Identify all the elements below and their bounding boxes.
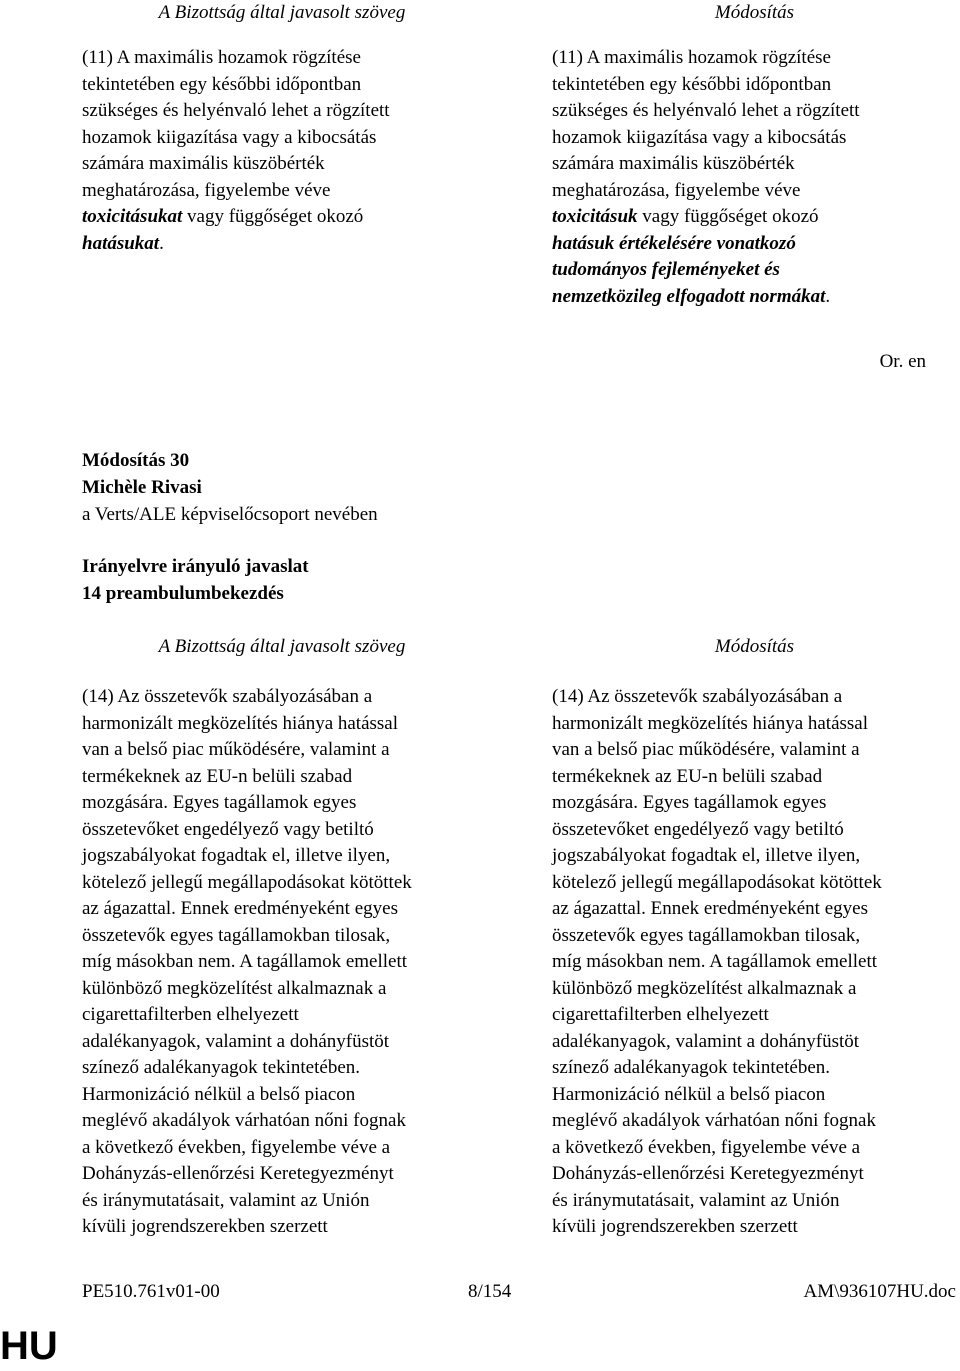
original-language: Or. en: [879, 351, 926, 372]
amendment-author: Michèle Rivasi: [82, 477, 202, 498]
text-line: kívüli jogrendszerekben szerzett: [552, 1216, 798, 1237]
file-name: AM\936107HU.doc: [803, 1281, 956, 1302]
text-line: [82, 178, 482, 205]
text-line: [82, 72, 482, 99]
text-line: [552, 98, 957, 125]
left-column-header: A Bizottság által javasolt szöveg: [158, 2, 406, 23]
text-run: vagy függőséget okozó: [182, 206, 364, 227]
text-run: számára maximális küszöbérték: [82, 153, 325, 174]
text-line: [552, 257, 957, 284]
text-line: [82, 204, 482, 231]
text-line: összetevőket engedélyező vagy betiltó: [82, 818, 374, 840]
language-code: HU: [0, 1324, 58, 1368]
text-run: szükséges és helyénvaló lehet a rögzített: [82, 100, 390, 121]
text-line: mozgására. Egyes tagállamok egyes: [82, 792, 357, 813]
text-line: [82, 98, 482, 125]
proposal-type: Irányelvre irányuló javaslat: [82, 556, 309, 577]
original-text-paragraph-14: [82, 684, 482, 1241]
text-line: [552, 284, 957, 311]
text-line: és iránymutatásait, valamint az Unión: [82, 1189, 370, 1211]
text-line: [552, 231, 957, 258]
right-column-header: Módosítás: [714, 2, 795, 23]
text-line: összetevők egyes tagállamokban tilosak,: [82, 924, 391, 946]
text-line: az ágazattal. Ennek eredményeként egyes: [82, 898, 398, 919]
text-line: harmonizált megközelítés hiánya hatással: [82, 712, 399, 734]
text-line: mozgására. Egyes tagállamok egyes: [552, 792, 827, 813]
text-line: színező adalékanyagok tekintetében.: [82, 1057, 361, 1078]
amended-text-paragraph-11: [552, 45, 957, 310]
amendment-number: Módosítás 30: [82, 450, 190, 471]
text-line: [82, 231, 482, 258]
text-line: adalékanyagok, valamint a dohányfüstöt: [82, 1030, 390, 1052]
text-line: különböző megközelítést alkalmaznak a: [82, 977, 387, 999]
text-line: míg másokban nem. A tagállamok emellett: [82, 951, 408, 972]
text-run: hozamok kiigazítása vagy a kibocsátás: [82, 126, 377, 148]
text-line: míg másokban nem. A tagállamok emellett: [552, 951, 878, 972]
text-line: összetevők egyes tagállamokban tilosak,: [552, 924, 861, 946]
political-group: a Verts/ALE képviselőcsoport nevében: [82, 504, 378, 525]
text-line: kívüli jogrendszerekben szerzett: [82, 1216, 328, 1237]
text-line: (14) Az összetevők szabályozásában a: [552, 686, 843, 707]
text-run: (11) A maximális hozamok rögzítése: [552, 47, 831, 68]
text-line: kötelező jellegű megállapodásokat kötöttek: [552, 871, 882, 893]
text-line: van a belső piac működésére, valamint a: [82, 739, 390, 760]
text-run: szükséges és helyénvaló lehet a rögzített: [552, 100, 860, 121]
text-run: .: [825, 285, 831, 307]
text-run: hozamok kiigazítása vagy a kibocsátás: [552, 126, 847, 148]
text-line: [552, 45, 957, 72]
text-line: cigarettafilterben elhelyezett: [552, 1004, 769, 1025]
text-line: [552, 125, 957, 152]
text-line: [82, 45, 482, 72]
emphasized-text: toxicitásuk: [552, 206, 638, 227]
text-line: a következő években, figyelembe véve a: [82, 1136, 391, 1158]
text-line: különböző megközelítést alkalmaznak a: [552, 977, 857, 999]
recital-reference: 14 preambulumbekezdés: [82, 583, 284, 604]
text-line: termékeknek az EU-n belüli szabad: [82, 765, 353, 787]
text-line: az ágazattal. Ennek eredményeként egyes: [552, 898, 868, 919]
text-line: Dohányzás-ellenőrzési Keretegyezményt: [552, 1163, 864, 1184]
text-line: meglévő akadályok várhatóan nőni fognak: [552, 1110, 876, 1131]
left-column-header-2: A Bizottság által javasolt szöveg: [158, 636, 406, 657]
text-line: Harmonizáció nélkül a belső piacon: [82, 1083, 356, 1105]
right-column-header-2: Módosítás: [714, 636, 795, 657]
text-line: (14) Az összetevők szabályozásában a: [82, 686, 373, 707]
text-line: [82, 151, 482, 178]
text-line: összetevőket engedélyező vagy betiltó: [552, 818, 844, 840]
text-line: [552, 72, 957, 99]
text-line: [552, 178, 957, 205]
original-text-paragraph-11: [82, 45, 482, 257]
text-line: a következő években, figyelembe véve a: [552, 1136, 861, 1158]
text-line: jogszabályokat fogadtak el, illetve ilyen,: [82, 845, 391, 866]
text-line: jogszabályokat fogadtak el, illetve ilyen,: [552, 845, 861, 866]
amended-text-paragraph-14: [552, 684, 957, 1241]
text-line: adalékanyagok, valamint a dohányfüstöt: [552, 1030, 860, 1052]
text-run: vagy függőséget okozó: [637, 206, 819, 227]
text-run: .: [159, 232, 164, 254]
text-run: (11) A maximális hozamok rögzítése: [82, 47, 361, 68]
text-line: és iránymutatásait, valamint az Unión: [552, 1189, 840, 1211]
text-line: cigarettafilterben elhelyezett: [82, 1004, 299, 1025]
text-line: Harmonizáció nélkül a belső piacon: [552, 1083, 826, 1105]
emphasized-text: tudományos fejleményeket és: [552, 259, 780, 280]
emphasized-text: toxicitásukat: [82, 206, 183, 227]
text-line: kötelező jellegű megállapodásokat kötöttek: [82, 871, 412, 893]
emphasized-text: hatásuk értékelésére vonatkozó: [552, 232, 796, 254]
text-line: [552, 151, 957, 178]
emphasized-text: hatásukat: [82, 232, 160, 254]
text-line: van a belső piac működésére, valamint a: [552, 739, 860, 760]
text-line: meglévő akadályok várhatóan nőni fognak: [82, 1110, 406, 1131]
text-run: meghatározása, figyelembe véve: [552, 179, 801, 201]
text-line: színező adalékanyagok tekintetében.: [552, 1057, 831, 1078]
text-line: harmonizált megközelítés hiánya hatással: [552, 712, 869, 734]
text-run: számára maximális küszöbérték: [552, 153, 795, 174]
emphasized-text: nemzetközileg elfogadott normákat: [552, 285, 826, 307]
page-number: 8/154: [468, 1281, 512, 1302]
text-line: Dohányzás-ellenőrzési Keretegyezményt: [82, 1163, 394, 1184]
text-line: termékeknek az EU-n belüli szabad: [552, 765, 823, 787]
document-reference: PE510.761v01-00: [82, 1281, 220, 1302]
text-run: tekintetében egy későbbi időpontban: [552, 73, 832, 95]
text-line: [552, 204, 957, 231]
text-run: tekintetében egy későbbi időpontban: [82, 73, 362, 95]
text-run: meghatározása, figyelembe véve: [82, 179, 331, 201]
text-line: [82, 125, 482, 152]
